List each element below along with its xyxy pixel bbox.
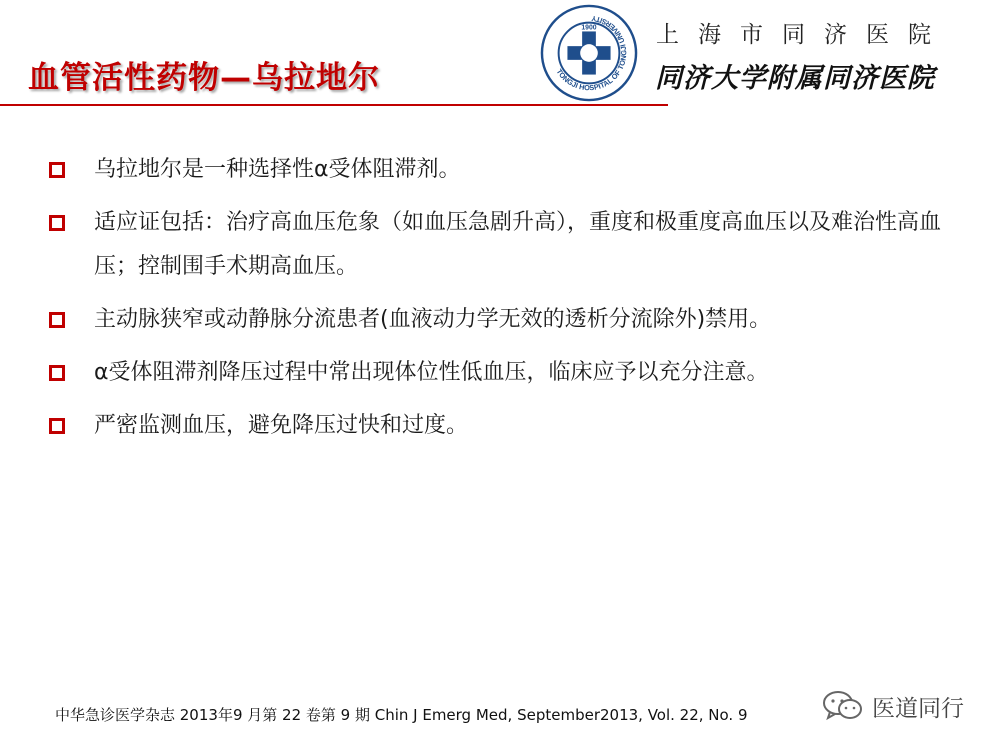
bullet-text: 严密监测血压，避免降压过快和过度。	[94, 413, 469, 438]
title-divider	[0, 104, 668, 106]
watermark-text: 医道同行	[872, 695, 964, 722]
wechat-icon	[822, 690, 864, 722]
square-bullet-icon	[49, 162, 65, 178]
slide-title: 血管活性药物—乌拉地尔	[28, 60, 380, 96]
logo-ring-text: TONGJI HOSPITAL OF TONGJI UNIVERSITY	[554, 13, 629, 93]
square-bullet-icon	[49, 215, 65, 231]
footer-citation: 中华急诊医学杂志 2013年9 月第 22 卷第 9 期 Chin J Emerg Med, September2013, Vol. 22, No. 9	[55, 706, 748, 724]
bullet-item	[46, 148, 946, 192]
bullet-text: 适应证包括：治疗高血压危象（如血压急剧升高），重度和极重度高血压以及难治性高血压；控制围手术期高血压。	[94, 210, 942, 279]
bullet-item	[46, 404, 946, 448]
square-bullet-icon	[49, 365, 65, 381]
hospital-name: 上海市同济医院	[656, 22, 950, 48]
bullet-item	[46, 351, 946, 395]
hospital-affiliation: 同济大学附属同济医院	[655, 63, 935, 94]
hospital-logo-icon	[540, 4, 638, 102]
bullet-text: 乌拉地尔是一种选择性α受体阻滞剂。	[94, 157, 461, 182]
square-bullet-icon	[49, 312, 65, 328]
bullet-item	[46, 298, 946, 342]
bullet-text: 主动脉狭窄或动静脉分流患者(血液动力学无效的透析分流除外)禁用。	[94, 307, 772, 332]
bullet-text: α受体阻滞剂降压过程中常出现体位性低血压，临床应予以充分注意。	[94, 360, 769, 385]
bullet-list	[46, 148, 946, 457]
logo-year: 1900	[581, 24, 597, 32]
watermark	[822, 690, 964, 722]
bullet-item	[46, 201, 946, 289]
square-bullet-icon	[49, 418, 65, 434]
